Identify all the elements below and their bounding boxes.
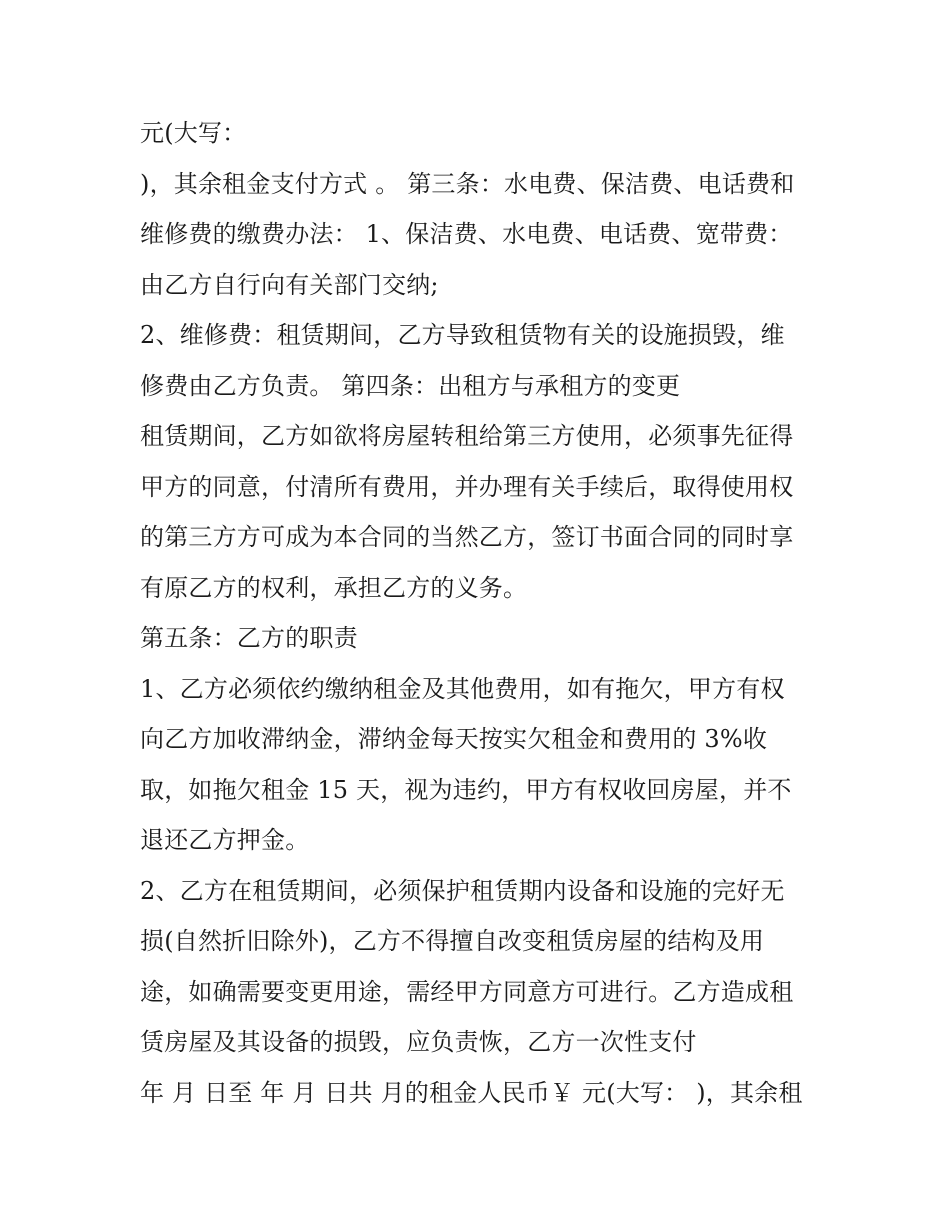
text-line: 维修费的缴费办法： 1、保洁费、水电费、电话费、宽带费： [140,220,793,248]
section-heading: 第五条：乙方的职责 [140,624,358,652]
text-line: 途，如确需要变更用途，需经甲方同意方可进行。乙方造成租 [140,977,794,1006]
text-line: )，其余租金支付方式 。 第三条：水电费、保洁费、电话费和 [140,169,795,198]
text-line: 有原乙方的权利，承担乙方的义务。 [140,573,528,602]
text-line: 1、乙方必须依约缴纳租金及其他费用，如有拖欠，甲方有权 [140,674,785,703]
text-line: 元(大写： [140,119,247,147]
text-line: 损(自然折旧除外)，乙方不得擅自改变租赁房屋的结构及用 [140,927,765,955]
text-line: 租赁期间，乙方如欲将房屋转租给第三方使用，必须事先征得 [140,422,794,450]
text-line: 向乙方加收滞纳金，滞纳金每天按实欠租金和费用的 3%收 [140,725,768,753]
document-body [140,108,820,1118]
text-line: 由乙方自行向有关部门交纳; [140,270,439,299]
text-line: 赁房屋及其设备的损毁，应负责恢，乙方一次性支付 [140,1028,697,1056]
text-line: 修费由乙方负责。 第四条：出租方与承租方的变更 [140,371,681,400]
text-line: 年 月 日至 年 月 日共 月的租金人民币￥ 元(大写： )，其余租 [140,1078,803,1107]
text-line: 退还乙方押金。 [140,826,310,854]
text-line: 的第三方方可成为本合同的当然乙方，签订书面合同的同时享 [140,523,794,551]
text-line: 2、维修费：租赁期间，乙方导致租赁物有关的设施损毁，维 [140,321,785,349]
text-line: 甲方的同意，付清所有费用，并办理有关手续后，取得使用权 [140,472,794,501]
text-line: 2、乙方在租赁期间，必须保护租赁期内设备和设施的完好无 [140,876,785,905]
text-line: 取，如拖欠租金 15 天，视为违约，甲方有权收回房屋，并不 [140,775,792,804]
